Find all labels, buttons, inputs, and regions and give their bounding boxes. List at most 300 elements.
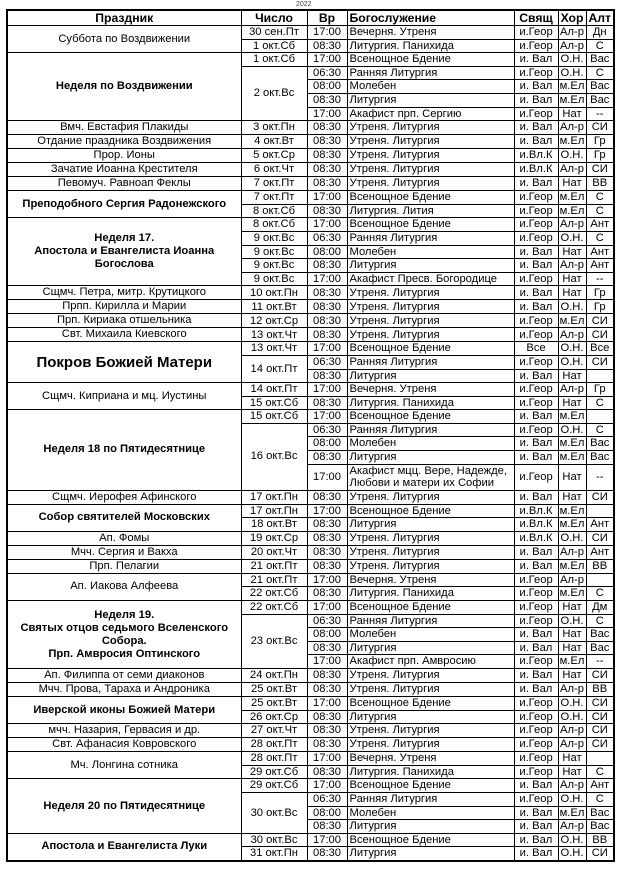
service-cell: Утреня. Литургия — [347, 669, 514, 683]
table-row — [7, 573, 614, 587]
time-cell: 17:00 — [307, 410, 347, 424]
choir-cell: О.Н. — [558, 710, 586, 724]
date-cell: 9 окт.Вс — [241, 231, 307, 245]
alto-cell: ВВ — [586, 683, 614, 697]
service-cell: Утреня. Литургия — [347, 286, 514, 300]
time-cell: 08:30 — [307, 39, 347, 53]
feast-name: Сщмч. Киприана и мц. Иустины — [7, 383, 241, 410]
choir-cell: Ал-р — [558, 26, 586, 40]
service-cell: Молебен — [347, 806, 514, 820]
header-date: Число — [241, 10, 307, 26]
time-cell: 08:30 — [307, 177, 347, 191]
service-cell: Утреня. Литургия — [347, 490, 514, 504]
service-cell: Литургия — [347, 259, 514, 273]
choir-cell: Нат — [558, 286, 586, 300]
priest-cell: и. Вал — [514, 820, 558, 834]
table-row — [7, 669, 614, 683]
service-cell: Ранняя Литургия — [347, 792, 514, 806]
choir-cell: Ал-р — [558, 683, 586, 697]
service-cell: Утреня. Литургия — [347, 300, 514, 314]
time-cell: 06:30 — [307, 355, 347, 369]
table-row — [7, 149, 614, 163]
choir-cell: Ал-р — [558, 738, 586, 752]
feast-name: Покров Божией Матери — [7, 342, 241, 383]
table-row — [7, 738, 614, 752]
choir-cell: м.Ел — [559, 204, 585, 217]
date-cell: 28 окт.Пт — [241, 752, 307, 766]
choir-cell: Ал-р — [558, 573, 586, 587]
time-cell: 08:30 — [307, 847, 347, 861]
alto-cell — [586, 504, 614, 518]
time-cell: 17:00 — [307, 53, 347, 67]
service-cell: Литургия — [347, 369, 514, 383]
date-cell: 8 окт.Сб — [241, 218, 307, 232]
alto-cell: ВВ — [586, 833, 614, 847]
alto-cell: Гр — [586, 149, 614, 163]
priest-cell: и.Геор — [514, 724, 558, 738]
priest-cell: и.Геор — [514, 383, 558, 397]
service-cell: Утреня. Литургия — [347, 163, 514, 177]
priest-cell: и.Геор — [514, 204, 558, 218]
service-cell: Утреня. Литургия — [347, 545, 514, 559]
alto-cell: СИ — [586, 531, 614, 545]
time-cell: 17:00 — [307, 383, 347, 397]
priest-cell: и. Вал — [514, 245, 558, 259]
priest-cell: и.Геор — [514, 66, 558, 80]
priest-cell: и. Вал — [514, 847, 558, 861]
time-cell: 08:00 — [307, 806, 347, 820]
time-cell: 17:00 — [307, 26, 347, 40]
alto-cell: С — [586, 191, 614, 205]
alto-cell: СИ — [586, 710, 614, 724]
table-row — [7, 559, 614, 573]
time-cell: 08:00 — [307, 628, 347, 642]
priest-cell: и.Вл.К — [514, 504, 558, 518]
alto-cell: Гр — [586, 135, 614, 149]
choir-cell: Нат — [558, 245, 586, 259]
time-cell: 08:30 — [307, 93, 347, 107]
time-cell: 08:30 — [307, 328, 347, 342]
date-cell: 30 окт.Вс — [241, 792, 307, 833]
feast-name: Мчч. Сергия и Вакха — [7, 545, 241, 559]
service-cell: Литургия — [347, 451, 514, 465]
date-cell: 17 окт.Пн — [241, 504, 307, 518]
choir-cell: Ал-р — [558, 383, 586, 397]
priest-cell: и. Вал — [514, 410, 558, 424]
date-cell: 9 окт.Вс — [241, 245, 307, 259]
feast-name: Суббота по Воздвижении — [7, 26, 241, 53]
service-cell: Молебен — [347, 628, 514, 642]
priest-cell: и.Геор — [514, 464, 558, 490]
service-cell: Ранняя Литургия — [347, 66, 514, 80]
feast-name: Отдание праздника Воздвижения — [7, 135, 241, 149]
choir-cell: Нат — [558, 628, 586, 642]
feast-name: Прор. Ионы — [7, 149, 241, 163]
table-row — [7, 314, 614, 328]
priest-cell: и.Геор — [514, 231, 558, 245]
choir-cell: Нат — [558, 369, 586, 383]
priest-cell: и. Вал — [514, 545, 558, 559]
service-cell: Молебен — [347, 437, 514, 451]
date-cell: 1 окт.Сб — [241, 39, 307, 53]
time-cell: 08:00 — [307, 437, 347, 451]
priest-cell: и.Геор — [514, 423, 558, 437]
feast-name: Преподобного Сергия Радонежского — [7, 191, 241, 218]
alto-cell: СИ — [586, 314, 614, 328]
choir-cell: Ал-р — [558, 259, 586, 273]
service-cell: Утреня. Литургия — [347, 724, 514, 738]
alto-cell: С — [586, 231, 614, 245]
header-service: Богослужение — [347, 10, 514, 26]
priest-cell: и.Геор — [514, 272, 558, 286]
alto-cell: -- — [586, 107, 614, 121]
alto-cell: Дм — [586, 601, 614, 615]
choir-cell: Нат — [558, 601, 586, 615]
choir-cell: О.Н. — [558, 614, 586, 628]
service-cell: Ранняя Литургия — [347, 423, 514, 437]
choir-cell: Ал-р — [558, 820, 586, 834]
choir-cell: м.Ел — [559, 518, 585, 531]
choir-cell: м.Ел — [559, 93, 585, 106]
priest-cell: и. Вал — [514, 177, 558, 191]
priest-cell: и. Вал — [514, 628, 558, 642]
table-row — [7, 752, 614, 766]
alto-cell: Ант — [586, 545, 614, 559]
alto-cell: Гр — [586, 300, 614, 314]
priest-cell: и. Вал — [514, 369, 558, 383]
choir-cell: О.Н. — [558, 231, 586, 245]
priest-cell: и. Вал — [514, 93, 558, 107]
date-cell: 14 окт.Пт — [241, 355, 307, 382]
service-cell: Акафист мцц. Вере, Надежде, Любови и матери их Софии — [347, 464, 514, 490]
service-cell: Ранняя Литургия — [347, 614, 514, 628]
table-row — [7, 383, 614, 397]
service-schedule-table — [6, 9, 615, 862]
time-cell: 08:30 — [307, 286, 347, 300]
date-cell: 30 сен.Пт — [241, 26, 307, 40]
table-row — [7, 504, 614, 518]
table-row — [7, 779, 614, 793]
table-row — [7, 121, 614, 135]
alto-cell — [586, 410, 614, 424]
feast-name: Мчч. Прова, Тараха и Андроника — [7, 683, 241, 697]
alto-cell: Вас — [586, 820, 614, 834]
priest-cell: и.Геор — [514, 752, 558, 766]
date-cell: 12 окт.Ср — [241, 314, 307, 328]
feast-name: Ап. Филиппа от семи диаконов — [7, 669, 241, 683]
date-cell: 11 окт.Вт — [241, 300, 307, 314]
alto-cell: СИ — [586, 490, 614, 504]
service-cell: Литургия. Панихида — [347, 396, 514, 410]
service-cell: Литургия — [347, 641, 514, 655]
alto-cell: -- — [586, 655, 614, 669]
date-cell: 28 окт.Пт — [241, 738, 307, 752]
service-cell: Утреня. Литургия — [347, 177, 514, 191]
table-row — [7, 531, 614, 545]
choir-cell: Нат — [558, 669, 586, 683]
choir-cell: Нат — [558, 464, 586, 490]
service-cell: Литургия. Панихида — [347, 587, 514, 601]
time-cell: 08:30 — [307, 559, 347, 573]
time-cell: 08:30 — [307, 683, 347, 697]
time-cell: 08:30 — [307, 204, 347, 218]
table-row — [7, 833, 614, 847]
choir-cell: О.Н. — [558, 847, 586, 861]
time-cell: 08:30 — [307, 314, 347, 328]
time-cell: 06:30 — [307, 614, 347, 628]
feast-name: Прп. Кириака отшельника — [7, 314, 241, 328]
date-cell: 30 окт.Вс — [241, 833, 307, 847]
time-cell: 08:30 — [307, 149, 347, 163]
date-cell: 27 окт.Чт — [241, 724, 307, 738]
table-row — [7, 545, 614, 559]
priest-cell: и.Геор — [514, 573, 558, 587]
date-cell: 6 окт.Чт — [241, 163, 307, 177]
time-cell: 08:30 — [307, 121, 347, 135]
priest-cell: и. Вал — [514, 80, 558, 94]
date-cell: 17 окт.Пн — [241, 490, 307, 504]
header-alto: Алт — [586, 10, 614, 26]
date-cell: 13 окт.Чт — [241, 328, 307, 342]
choir-cell: О.Н. — [558, 531, 586, 545]
choir-cell: О.Н. — [558, 355, 586, 369]
priest-cell: и.Геор — [514, 792, 558, 806]
choir-cell: Нат — [558, 272, 586, 286]
date-cell: 8 окт.Сб — [241, 204, 307, 218]
feast-name: Свт. Михаила Киевского — [7, 328, 241, 342]
feast-name: Неделя 20 по Пятидесятнице — [7, 779, 241, 833]
choir-cell: О.Н. — [558, 833, 586, 847]
priest-cell: и. Вал — [514, 121, 558, 135]
date-cell: 29 окт.Сб — [241, 765, 307, 779]
alto-cell: Вас — [586, 93, 614, 107]
alto-cell: -- — [586, 464, 614, 490]
alto-cell: С — [586, 39, 614, 53]
table-row — [7, 328, 614, 342]
choir-cell: м.Ел — [559, 135, 585, 148]
feast-name: Ап. Иакова Алфеева — [7, 573, 241, 600]
time-cell: 08:30 — [307, 545, 347, 559]
service-cell: Утреня. Литургия — [347, 683, 514, 697]
time-cell: 17:00 — [307, 504, 347, 518]
service-cell: Литургия — [347, 710, 514, 724]
service-cell: Утреня. Литургия — [347, 149, 514, 163]
priest-cell: и. Вал — [514, 135, 558, 149]
choir-cell: Нат — [558, 107, 586, 121]
service-cell: Всенощное Бдение — [347, 191, 514, 205]
alto-cell: СИ — [586, 669, 614, 683]
choir-cell: Ал-р — [558, 121, 586, 135]
date-cell: 5 окт.Ср — [241, 149, 307, 163]
choir-cell: Нат — [558, 177, 586, 191]
priest-cell: и.Вл.К — [514, 163, 558, 177]
service-cell: Утреня. Литургия — [347, 559, 514, 573]
service-cell: Всенощное Бдение — [347, 218, 514, 232]
alto-cell: Гр — [586, 286, 614, 300]
feast-name: Сщмч. Иерофея Афинского — [7, 490, 241, 504]
service-cell: Вечерня. Утреня — [347, 752, 514, 766]
table-row — [7, 342, 614, 356]
alto-cell: Вас — [586, 806, 614, 820]
service-cell: Литургия. Лития — [347, 204, 514, 218]
feast-name: Прпп. Кирилла и Марии — [7, 300, 241, 314]
date-cell: 10 окт.Пн — [241, 286, 307, 300]
alto-cell: С — [586, 765, 614, 779]
time-cell: 06:30 — [307, 66, 347, 80]
alto-cell: Ант — [586, 245, 614, 259]
date-cell: 25 окт.Вт — [241, 697, 307, 711]
feast-name: Иверской иконы Божией Матери — [7, 697, 241, 724]
service-cell: Литургия — [347, 518, 514, 532]
time-cell: 08:30 — [307, 724, 347, 738]
time-cell: 17:00 — [307, 697, 347, 711]
service-cell: Утреня. Литургия — [347, 135, 514, 149]
alto-cell: Все — [586, 342, 614, 356]
time-cell: 06:30 — [307, 231, 347, 245]
service-cell: Утреня. Литургия — [347, 328, 514, 342]
service-cell: Акафист прп. Сергию — [347, 107, 514, 121]
alto-cell: СИ — [586, 355, 614, 369]
choir-cell: м.Ел — [559, 504, 585, 517]
priest-cell: и. Вал — [514, 451, 558, 465]
alto-cell: СИ — [586, 121, 614, 135]
service-cell: Литургия — [347, 820, 514, 834]
year-label: 2022 — [296, 1, 312, 8]
choir-cell: Ал-р — [558, 218, 586, 232]
table-row — [7, 697, 614, 711]
time-cell: 17:00 — [307, 573, 347, 587]
date-cell: 26 окт.Ср — [241, 710, 307, 724]
time-cell: 17:00 — [307, 601, 347, 615]
date-cell: 25 окт.Вт — [241, 683, 307, 697]
priest-cell: и.Вл.К — [514, 518, 558, 532]
alto-cell: СИ — [586, 328, 614, 342]
date-cell: 22 окт.Сб — [241, 601, 307, 615]
feast-name: Неделя по Воздвижении — [7, 53, 241, 121]
choir-cell: м.Ел — [559, 80, 585, 93]
priest-cell: и. Вал — [514, 806, 558, 820]
time-cell: 08:30 — [307, 765, 347, 779]
table-row — [7, 191, 614, 205]
choir-cell: О.Н. — [558, 300, 586, 314]
alto-cell: С — [586, 204, 614, 218]
service-cell: Ранняя Литургия — [347, 231, 514, 245]
date-cell: 22 окт.Сб — [241, 587, 307, 601]
priest-cell: и. Вал — [514, 286, 558, 300]
choir-cell: м.Ел — [559, 806, 585, 819]
priest-cell: и.Геор — [514, 218, 558, 232]
priest-cell: и.Геор — [514, 738, 558, 752]
feast-name: Ап. Фомы — [7, 531, 241, 545]
time-cell: 08:30 — [307, 710, 347, 724]
service-cell: Литургия — [347, 93, 514, 107]
priest-cell: и.Геор — [514, 697, 558, 711]
choir-cell: О.Н. — [558, 149, 586, 163]
time-cell: 17:00 — [307, 191, 347, 205]
date-cell: 14 окт.Пт — [241, 383, 307, 397]
table-row — [7, 26, 614, 40]
priest-cell: и.Геор — [514, 328, 558, 342]
time-cell: 17:00 — [307, 464, 347, 490]
feast-name: Зачатие Иоанна Крестителя — [7, 163, 241, 177]
time-cell: 08:30 — [307, 396, 347, 410]
choir-cell: м.Ел — [559, 560, 585, 573]
time-cell: 08:30 — [307, 669, 347, 683]
header-row — [7, 10, 614, 26]
choir-cell: О.Н. — [558, 342, 586, 356]
priest-cell: и.Геор — [514, 39, 558, 53]
time-cell: 17:00 — [307, 779, 347, 793]
time-cell: 08:30 — [307, 518, 347, 532]
alto-cell: С — [586, 792, 614, 806]
alto-cell: Ант — [586, 779, 614, 793]
service-cell: Всенощное Бдение — [347, 53, 514, 67]
choir-cell: Ал-р — [558, 545, 586, 559]
alto-cell — [586, 752, 614, 766]
date-cell: 7 окт.Пт — [241, 177, 307, 191]
alto-cell: Вас — [586, 641, 614, 655]
header-feast: Праздник — [7, 10, 241, 26]
choir-cell: Ал-р — [558, 163, 586, 177]
time-cell: 17:00 — [307, 218, 347, 232]
time-cell: 17:00 — [307, 752, 347, 766]
alto-cell — [586, 369, 614, 383]
feast-name: Неделя 17. Апостола и Евангелиста Иоанна Богослова — [7, 218, 241, 286]
alto-cell — [586, 573, 614, 587]
service-cell: Молебен — [347, 80, 514, 94]
time-cell: 08:30 — [307, 587, 347, 601]
choir-cell: Ал-р — [558, 39, 586, 53]
service-cell: Всенощное Бдение — [347, 697, 514, 711]
choir-cell: О.Н. — [558, 53, 586, 67]
alto-cell: С — [586, 423, 614, 437]
priest-cell: и.Вл.К — [514, 149, 558, 163]
priest-cell: и.Геор — [514, 655, 558, 669]
time-cell: 08:30 — [307, 490, 347, 504]
alto-cell: СИ — [586, 738, 614, 752]
alto-cell: Вас — [586, 80, 614, 94]
header-time: Вр — [307, 10, 347, 26]
choir-cell: Нат — [558, 641, 586, 655]
date-cell: 19 окт.Ср — [241, 531, 307, 545]
service-cell: Всенощное Бдение — [347, 342, 514, 356]
alto-cell: Ант — [586, 259, 614, 273]
alto-cell: Гр — [586, 383, 614, 397]
time-cell: 08:00 — [307, 245, 347, 259]
date-cell: 7 окт.Пт — [241, 191, 307, 205]
alto-cell: СИ — [586, 847, 614, 861]
table-row — [7, 490, 614, 504]
priest-cell: и.Геор — [514, 710, 558, 724]
choir-cell: О.Н. — [558, 423, 586, 437]
service-cell: Акафист Пресв. Богородице — [347, 272, 514, 286]
priest-cell: и. Вал — [514, 669, 558, 683]
table-row — [7, 286, 614, 300]
date-cell: 3 окт.Пн — [241, 121, 307, 135]
choir-cell: Нат — [558, 396, 586, 410]
table-row — [7, 53, 614, 67]
feast-name: Апостола и Евангелиста Луки — [7, 833, 241, 861]
date-cell: 21 окт.Пт — [241, 559, 307, 573]
time-cell: 08:30 — [307, 259, 347, 273]
time-cell: 08:30 — [307, 163, 347, 177]
date-cell: 1 окт.Сб — [241, 53, 307, 67]
feast-name: Собор святителей Московских — [7, 504, 241, 531]
priest-cell: и.Геор — [514, 614, 558, 628]
alto-cell: Вас — [586, 53, 614, 67]
feast-name: Неделя 18 по Пятидесятнице — [7, 410, 241, 490]
choir-cell: м.Ел — [559, 587, 585, 600]
